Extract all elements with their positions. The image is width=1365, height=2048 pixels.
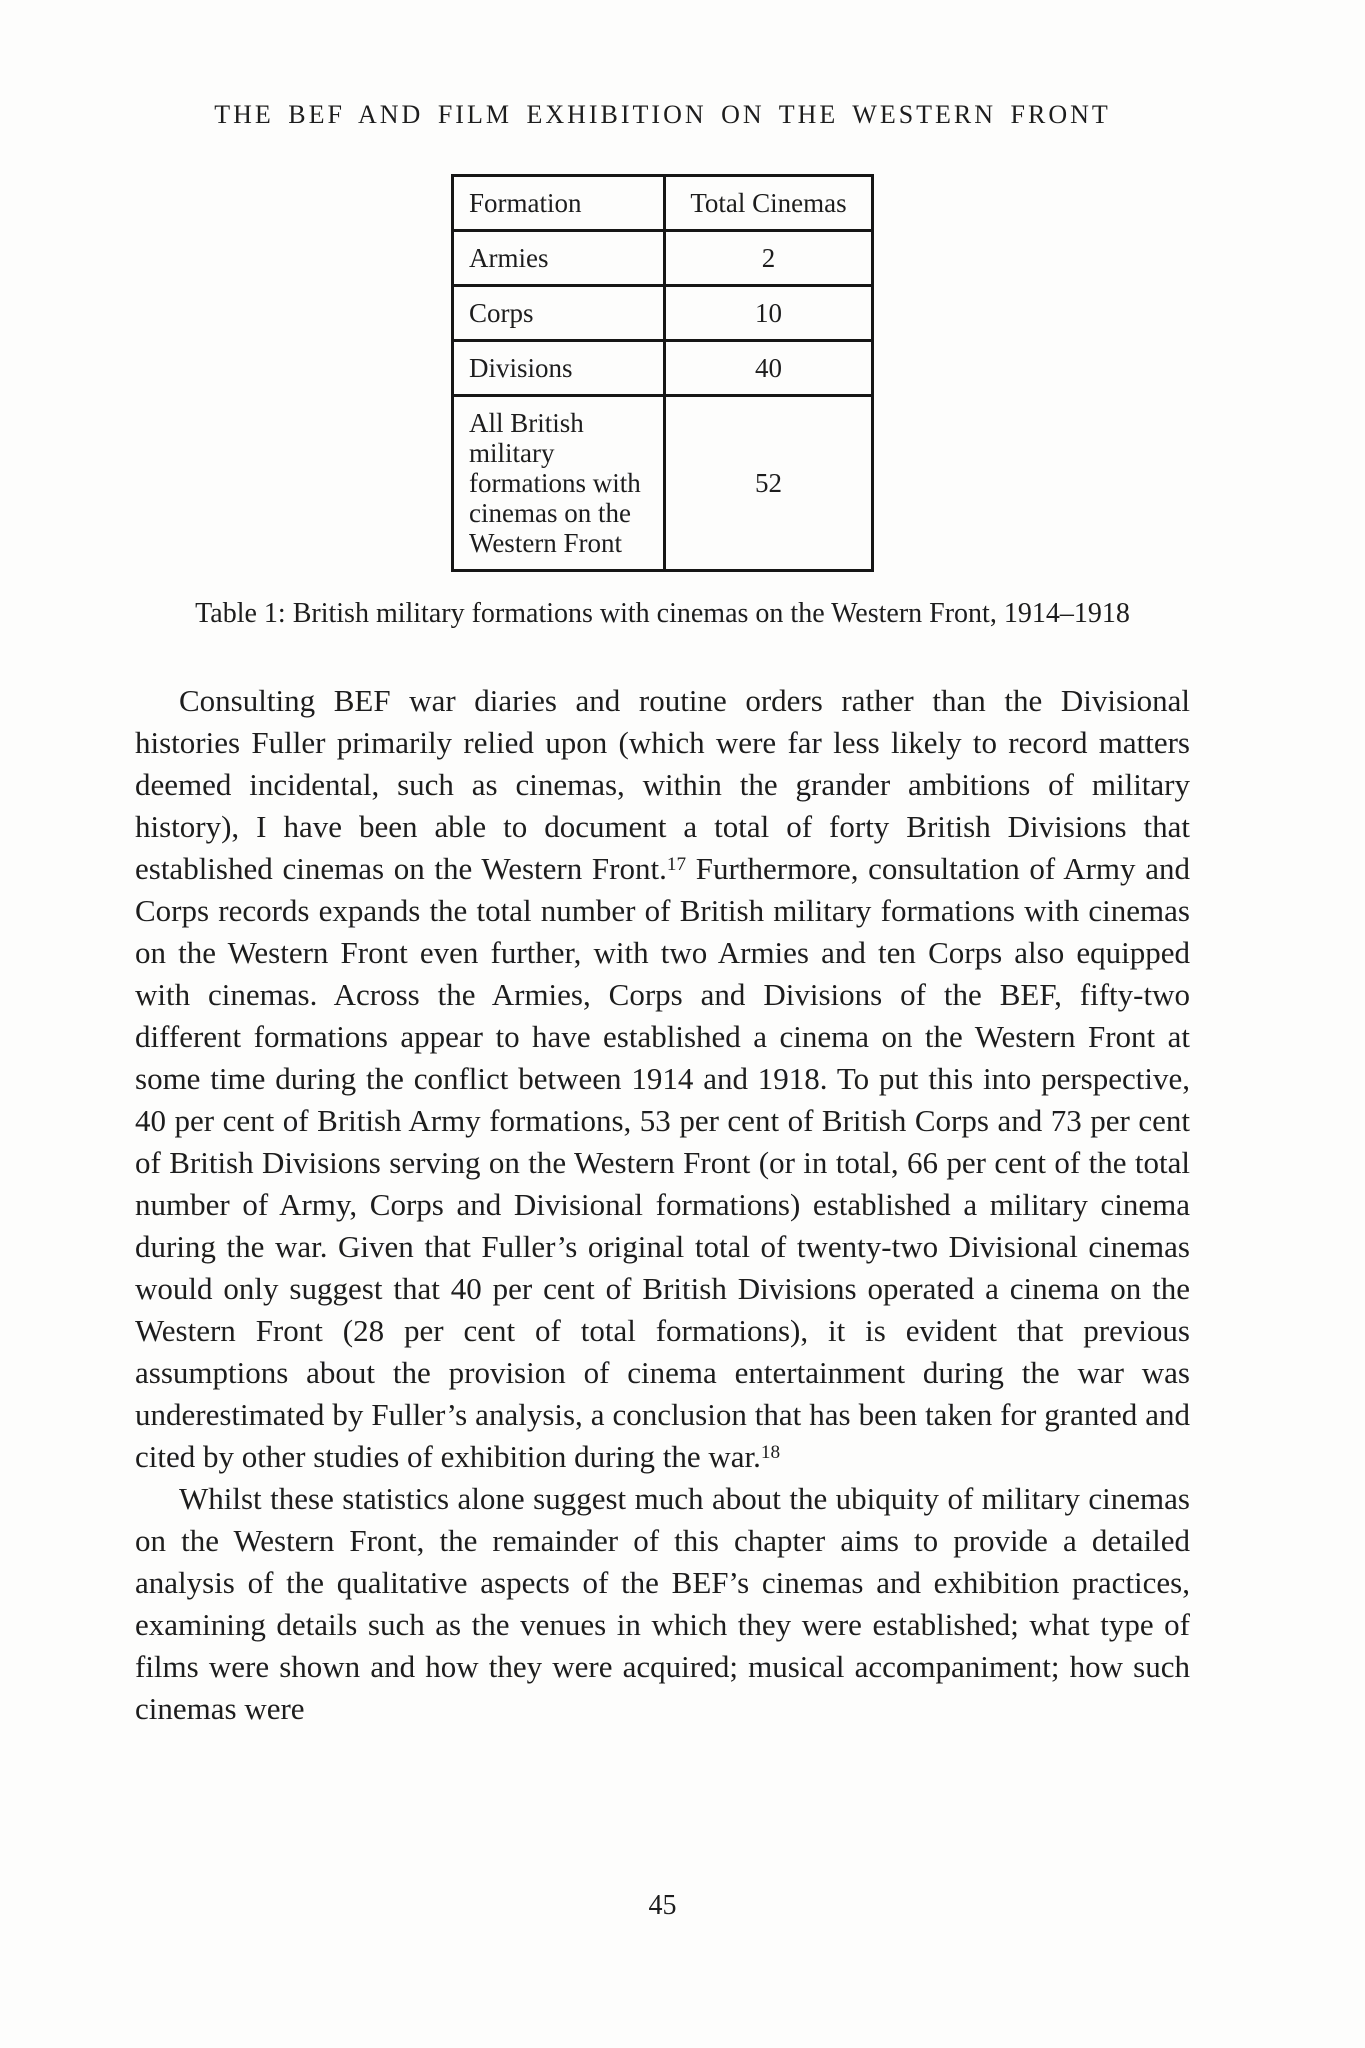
paragraph-1-text-before-footnote-17: Consulting BEF war diaries and routine orders rather than the Divisional histories Fuller primarily relied upon (which were far less likely to record matters deemed incidental, such as cinemas, within the grander ambitions of military history), I have been able to document a total of forty British Divisions that established cinemas on the Western Front. [135,683,1190,886]
page-content [135,0,1190,1730]
total-cinemas-cell: 2 [665,231,873,286]
column-header-formation: Formation [453,176,665,231]
paragraph-2: Whilst these statistics alone suggest much about the ubiquity of military cinemas on the Western Front, the remainder of this chapter aims to provide a detailed analysis of the qualitative aspects of the BEF’s cinemas and exhibition practices, examining details such as the venues in which they were established; what type of films were shown and how they were acquired; musical accompaniment; how such cinemas were [135,1481,1190,1726]
total-cinemas-cell: 52 [665,396,873,571]
formations-table [451,174,874,572]
formation-cell: Corps [453,286,665,341]
column-header-total-cinemas: Total Cinemas [665,176,873,231]
formation-cell: All British military formations with cinemas on the Western Front [453,396,665,571]
paragraph-1 [135,680,1190,1478]
table-row [453,286,873,341]
table-caption: Table 1: British military formations with cinemas on the Western Front, 1914–1918 [195,598,1130,629]
formation-cell: Armies [453,231,665,286]
table-row [453,231,873,286]
running-header: THE BEF AND FILM EXHIBITION ON THE WESTERN FRONT [214,100,1111,129]
footnote-ref-18: 18 [760,1442,781,1464]
total-cinemas-cell: 40 [665,341,873,396]
paragraph-1-text-before-footnote-18: Furthermore, consultation of Army and Corps records expands the total number of British military formations with cinemas on the Western Front even further, with two Armies and ten Corps also equipped with cinemas. Across the Armies, Corps and Divisions of the BEF, fifty-two different formations appear to have established a cinema on the Western Front at some time during the conflict between 1914 and 1918. To put this into perspective, 40 per cent of British Army formations, 53 per cent of British Corps and 73 per cent of British Divisions serving on the Western Front (or in total, 66 per cent of the total number of Army, Corps and Divisional formations) established a military cinema during the war. Given that Fuller’s original total of twenty-two Divisional cinemas would only suggest that 40 per cent of British Divisions operated a cinema on the Western Front (28 per cent of total formations), it is evident that previous assumptions about the provision of cinema entertainment during the war was underestimated by Fuller’s analysis, a conclusion that has been taken for granted and cited by other studies of exhibition during the war. [135,851,1190,1474]
table-header-row [453,176,873,231]
formation-cell: Divisions [453,341,665,396]
table-row [453,396,873,571]
total-cinemas-cell: 10 [665,286,873,341]
page-number: 45 [648,1890,677,1921]
table-row [453,341,873,396]
footnote-ref-17: 17 [666,854,687,876]
body-text [135,680,1190,1730]
